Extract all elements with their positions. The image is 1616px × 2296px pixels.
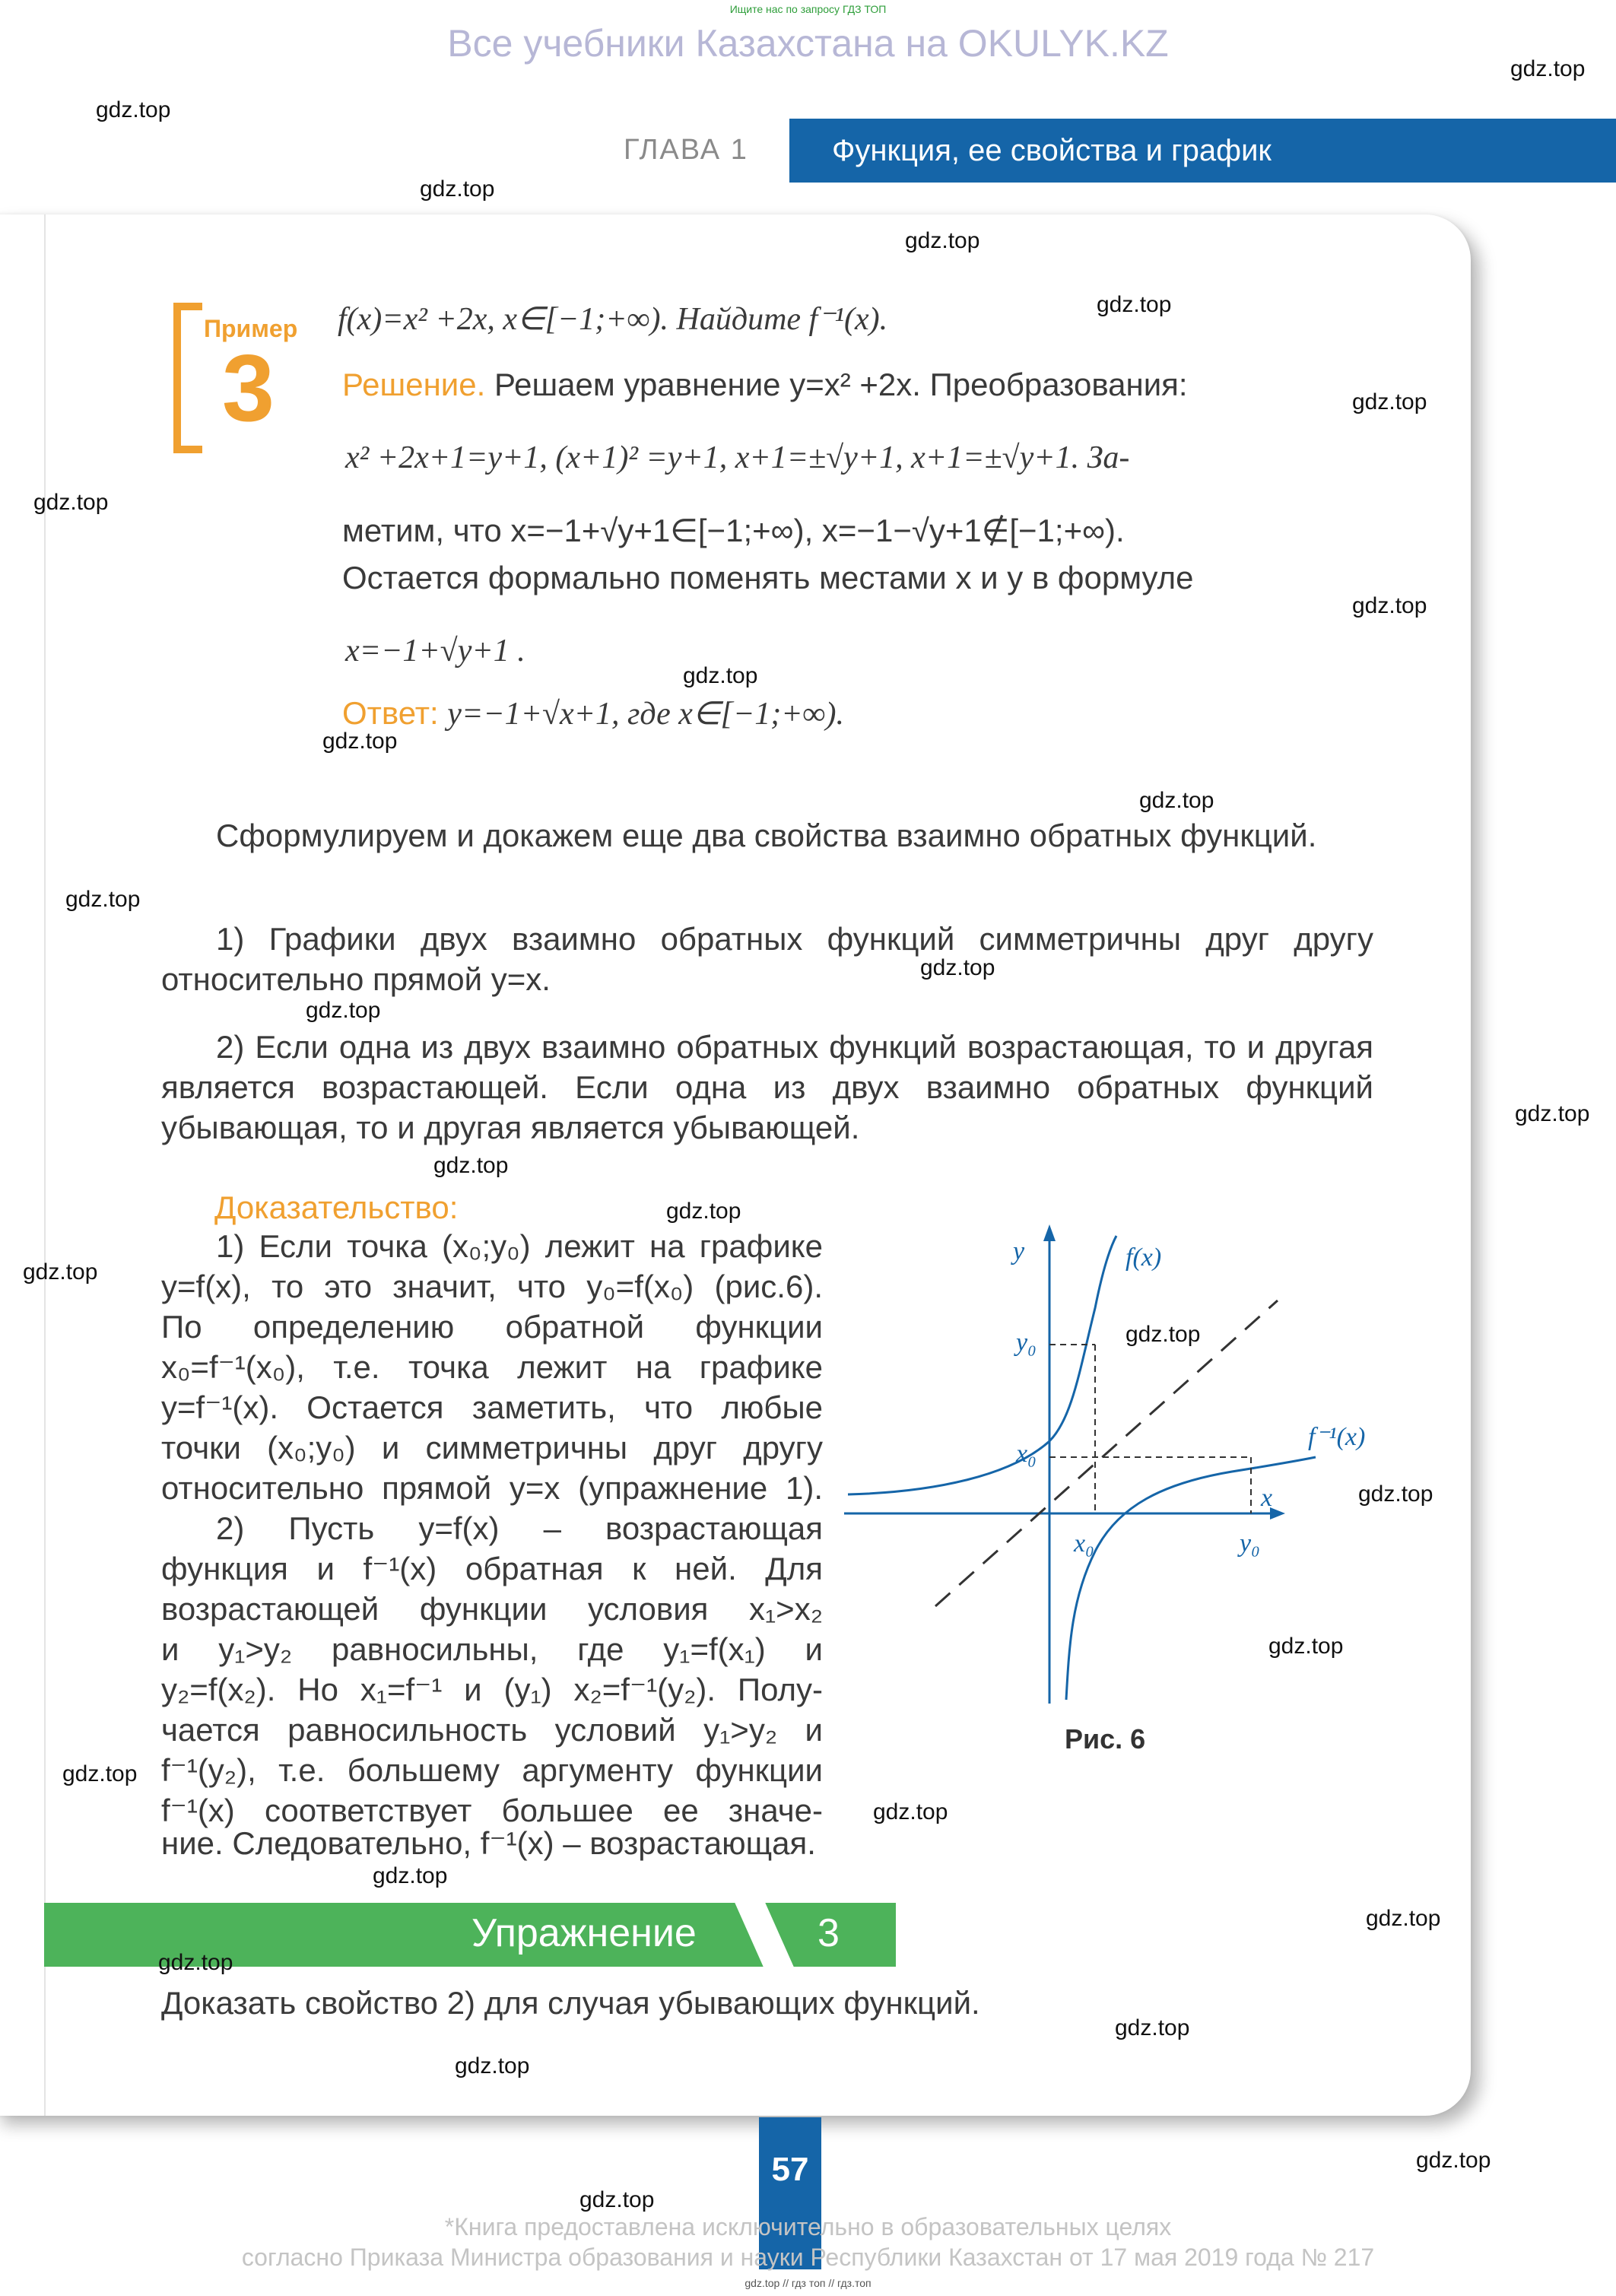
proof-line: относительно прямой y=x (упражнение 1). bbox=[161, 1470, 823, 1506]
watermark: gdz.top bbox=[1352, 389, 1427, 414]
top-banner: Все учебники Казахстана на OKULYK.KZ bbox=[447, 22, 1169, 65]
proof-line: чается равносильность условий y₁>y₂ и bbox=[161, 1712, 823, 1748]
watermark: gdz.top bbox=[62, 1761, 138, 1786]
watermark: gdz.top bbox=[683, 663, 758, 688]
example-bracket-icon bbox=[173, 303, 202, 453]
footer-line-3: gdz.top // гдз топ // гдз.топ bbox=[745, 2277, 871, 2289]
solution-label: Решение. bbox=[342, 367, 486, 402]
solution-line bbox=[342, 365, 1188, 405]
watermark: gdz.top bbox=[1268, 1634, 1344, 1659]
proof-line: y₂=f(x₂). Но x₁=f⁻¹ и (y₁) x₂=f⁻¹(y₂). Полу- bbox=[161, 1672, 823, 1707]
watermark: gdz.top bbox=[306, 998, 381, 1023]
watermark: gdz.top bbox=[920, 955, 995, 980]
f-inverse-curve bbox=[1066, 1457, 1316, 1700]
chapter-label: ГЛАВА 1 bbox=[624, 134, 748, 166]
watermark: gdz.top bbox=[1366, 1906, 1441, 1931]
proof-line: 2) Пусть y=f(x) – возрастающая bbox=[216, 1510, 823, 1546]
line-y-equals-x bbox=[935, 1300, 1278, 1606]
label-f: f(x) bbox=[1125, 1243, 1162, 1272]
watermark: gdz.top bbox=[23, 1259, 98, 1285]
proof-block bbox=[161, 1226, 823, 1831]
page-number: 57 bbox=[771, 2151, 809, 2188]
watermark: gdz.top bbox=[455, 2053, 530, 2078]
remark-line: метим, что x=−1+√y+1∈[−1;+∞), x=−1−√y+1∉[−1;+∞). bbox=[342, 513, 1125, 548]
watermark: gdz.top bbox=[96, 97, 171, 122]
proof-line: y=f(x), то это значит, что y₀=f(x₀) (рис.6). bbox=[161, 1269, 823, 1304]
exercise-text: Доказать свойство 2) для случая убывающих функций. bbox=[161, 1985, 980, 2021]
proof-line: точки (x₀;y₀) и симметричны друг другу bbox=[161, 1430, 823, 1466]
proof-line: и y₁>y₂ равносильны, где y₁=f(x₁) и bbox=[161, 1631, 823, 1667]
property-1: 1) Графики двух взаимно обратных функций симметричны друг другу относительно прямой y=x. bbox=[161, 921, 1373, 997]
proof-last-line: ние. Следовательно, f⁻¹(x) – возрастающая. bbox=[161, 1825, 816, 1861]
y-axis-arrow-icon bbox=[1043, 1224, 1056, 1241]
watermark: gdz.top bbox=[433, 1153, 509, 1178]
watermark: gdz.top bbox=[1510, 56, 1586, 81]
label-f-inverse: f⁻¹(x) bbox=[1308, 1423, 1366, 1451]
watermark: gdz.top bbox=[1358, 1481, 1433, 1507]
footer-line-1: *Книга предоставлена исключительно в образовательных целях bbox=[444, 2213, 1172, 2240]
watermark: gdz.top bbox=[1352, 593, 1427, 618]
example-number: 3 bbox=[222, 336, 275, 441]
watermark: gdz.top bbox=[873, 1799, 948, 1824]
label-y0-bottom: y₀ bbox=[1240, 1529, 1260, 1558]
proof-line: f⁻¹(x) соответствует большее ее значе- bbox=[161, 1793, 823, 1828]
watermark: gdz.top bbox=[579, 2187, 655, 2212]
proof-line: По определению обратной функции bbox=[161, 1309, 823, 1345]
label-x-axis: x bbox=[1261, 1484, 1273, 1512]
solution-text: Решаем уравнение y=x² +2x. Преобразования: bbox=[494, 367, 1188, 402]
label-x0-bottom: x₀ bbox=[1074, 1529, 1094, 1558]
watermark: gdz.top bbox=[905, 228, 980, 253]
watermark: gdz.top bbox=[33, 490, 109, 515]
watermark: gdz.top bbox=[1416, 2148, 1491, 2173]
proof-label: Доказательство: bbox=[214, 1189, 459, 1225]
label-x0-left: x₀ bbox=[1016, 1440, 1037, 1468]
proof-line: возрастающей функции условия x₁>x₂ bbox=[161, 1591, 823, 1627]
formula-line: x=−1+√y+1 . bbox=[345, 634, 525, 668]
watermark: gdz.top bbox=[666, 1199, 741, 1224]
watermark: gdz.top bbox=[322, 729, 398, 754]
watermark: gdz.top bbox=[1515, 1101, 1590, 1126]
proof-line: f⁻¹(y₂), т.е. большему аргументу функции bbox=[161, 1752, 823, 1788]
exercise-label: Упражнение bbox=[471, 1911, 697, 1955]
proof-line: y=f⁻¹(x). Остается заметить, что любые bbox=[161, 1389, 823, 1425]
f-curve bbox=[848, 1236, 1116, 1494]
exercise-number: 3 bbox=[818, 1911, 840, 1955]
equation-line: x² +2x+1=y+1, (x+1)² =y+1, x+1=±√y+1, x+1=±√y+1. За- bbox=[345, 440, 1130, 475]
watermark: gdz.top bbox=[1097, 292, 1172, 317]
label-y-axis: y bbox=[1013, 1237, 1025, 1265]
property-2: 2) Если одна из двух взаимно обратных функций возрастающая, то и другая является возрастающей. Если одна из двух взаимно обратных функций убывающая, то и другая является убывающей. bbox=[161, 1029, 1373, 1145]
watermark: gdz.top bbox=[373, 1863, 448, 1888]
intro-paragraph: Сформулируем и докажем еще два свойства взаимно обратных функций. bbox=[216, 818, 1317, 853]
watermark: gdz.top bbox=[158, 1950, 233, 1975]
chapter-title: Функция, ее свойства и график bbox=[832, 134, 1272, 167]
watermark: gdz.top bbox=[1115, 2015, 1190, 2040]
answer-text: y=−1+√x+1, где x∈[−1;+∞). bbox=[447, 697, 844, 732]
example-statement: f(x)=x² +2x, x∈[−1;+∞). Найдите f⁻¹(x). bbox=[338, 302, 888, 337]
watermark: gdz.top bbox=[1139, 788, 1214, 813]
watermark: gdz.top bbox=[420, 176, 495, 202]
label-y0-left: y₀ bbox=[1016, 1329, 1037, 1357]
watermark: gdz.top bbox=[1125, 1322, 1201, 1347]
proof-line: 1) Если точка (x₀;y₀) лежит на графике bbox=[216, 1228, 823, 1264]
answer-label: Ответ: bbox=[342, 695, 439, 731]
top-notice: Ищите нас по запросу ГДЗ ТОП bbox=[729, 3, 887, 15]
proof-line: функция и f⁻¹(x) обратная к ней. Для bbox=[161, 1551, 823, 1586]
proof-line: x₀=f⁻¹(x₀), т.е. точка лежит на графике bbox=[161, 1349, 823, 1385]
swap-line: Остается формально поменять местами x и y в формуле bbox=[342, 560, 1194, 595]
answer-line bbox=[342, 694, 844, 734]
figure-caption: Рис. 6 bbox=[1065, 1723, 1146, 1755]
watermark: gdz.top bbox=[65, 887, 141, 912]
footer-line-2: согласно Приказа Министра образования и науки Республики Казахстан от 17 мая 2019 года № 217 bbox=[241, 2244, 1375, 2271]
example-word: Пример bbox=[204, 315, 298, 342]
